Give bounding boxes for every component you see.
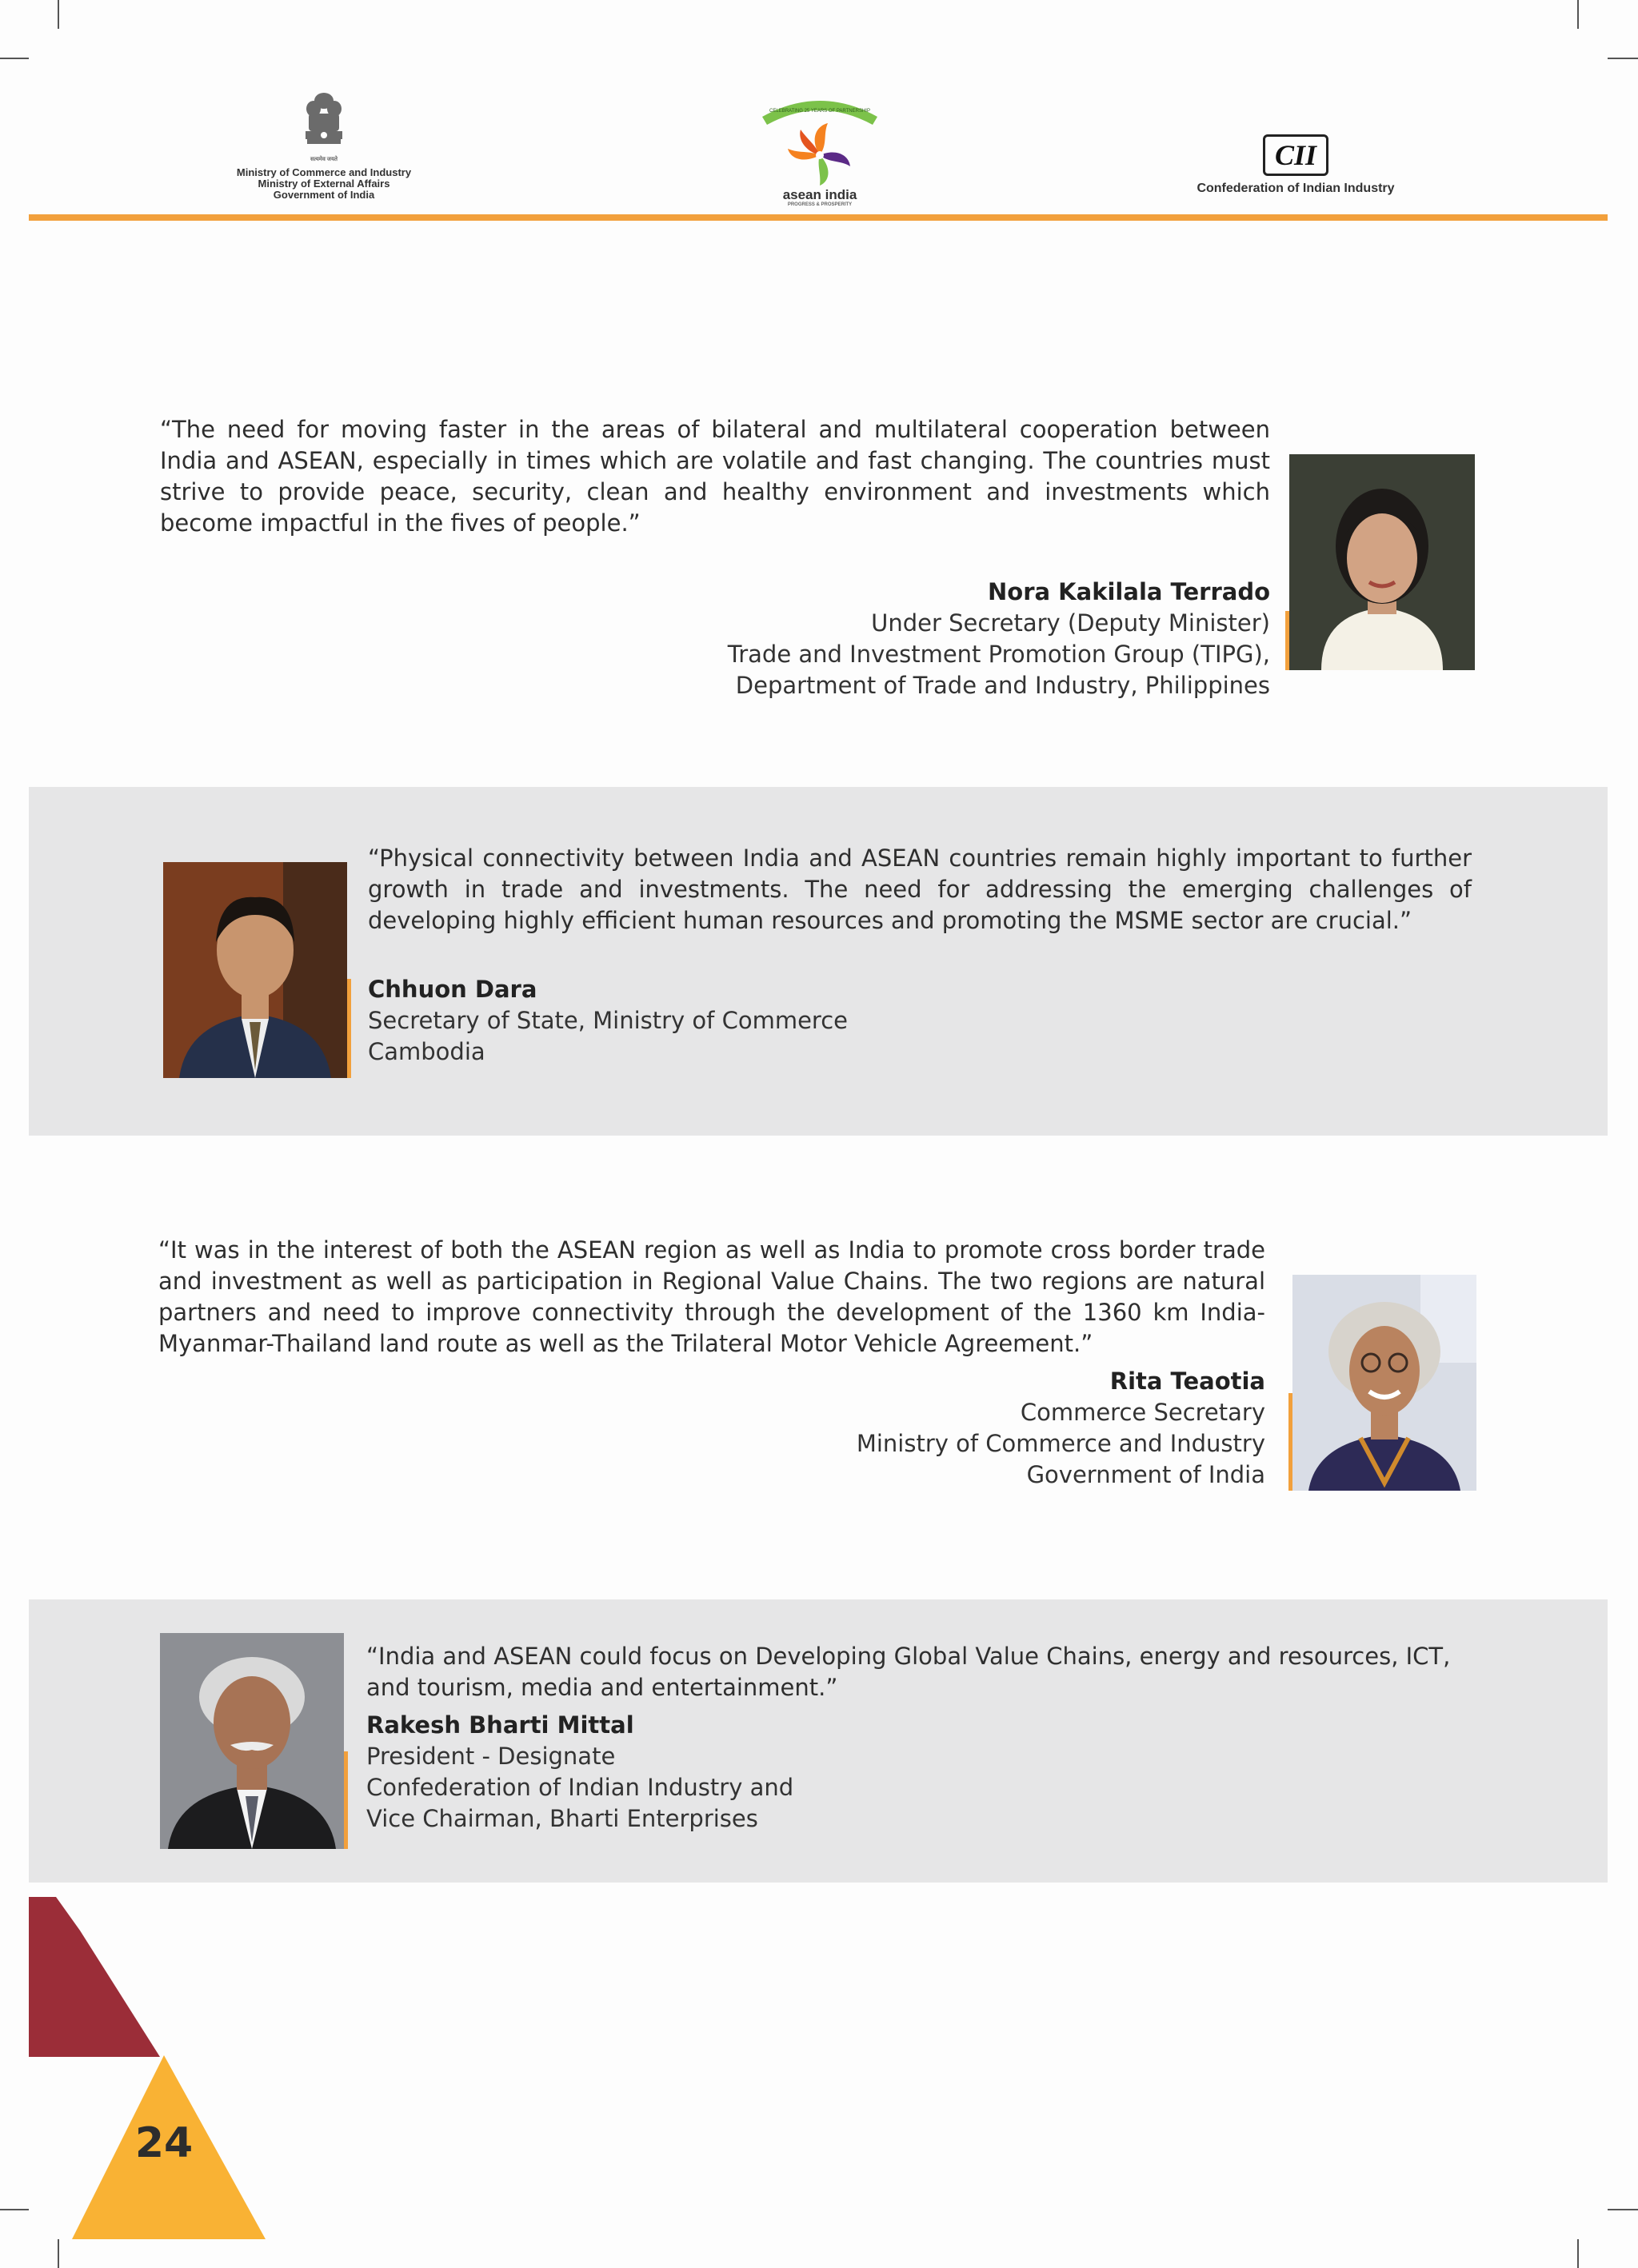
asean-india-flower-icon	[756, 90, 884, 190]
quote-block	[158, 1235, 1265, 1491]
quote-text: “It was in the interest of both the ASEAN region as well as India to promote cross border trade and investment as well as participation in Regional Value Chains. The two regions are natural partners and need to improve connectivity through the development of the 1360 km India-Myanmar-Thailand land route as well as the Trilateral Motor Vehicle Agreement.”	[158, 1236, 1265, 1357]
header-rule	[29, 214, 1608, 221]
crop-mark	[1577, 0, 1579, 29]
asean-arc-text: CELEBRATING 25 YEARS OF PARTNERSHIP	[769, 109, 870, 114]
portrait-photo	[160, 1633, 344, 1849]
quote-text: “The need for moving faster in the areas of bilateral and multilateral cooperation between India and ASEAN, especially in times which are volatile and fast changing. The countries must strive to provide peace, security, clean and healthy environment and investments which become impactful in the fives of people.”	[160, 416, 1270, 537]
portrait-photo	[1289, 454, 1475, 670]
state-emblem-icon	[296, 90, 352, 157]
accent-bar	[344, 1751, 348, 1849]
attribution	[158, 1366, 1265, 1491]
speaker-name: Rakesh Bharti Mittal	[366, 1711, 634, 1739]
speaker-title: Secretary of State, Ministry of Commerce	[368, 1007, 849, 1034]
speaker-title: President - Designate	[366, 1743, 616, 1770]
attribution	[368, 974, 1472, 1068]
cii-caption: Confederation of Indian Industry	[1197, 182, 1395, 195]
speaker-title: Confederation of Indian Industry and	[366, 1774, 794, 1801]
speaker-name: Nora Kakilala Terrado	[988, 578, 1270, 605]
footer-triangles	[0, 1887, 288, 2268]
asean-india-logo	[752, 90, 888, 207]
asean-india-name: asean india	[782, 187, 857, 202]
cii-mark: CII	[1263, 134, 1328, 176]
accent-bar	[347, 979, 351, 1078]
quote-text: “Physical connectivity between India and ASEAN countries remain highly important to further growth in trade and investments. The need for addressing the emerging challenges of developing highly efficient human resources and promoting the MSME sector are crucial.”	[368, 845, 1472, 934]
speaker-title: Commerce Secretary	[1020, 1399, 1265, 1426]
quote-text: “India and ASEAN could focus on Developing Global Value Chains, energy and resources, ICT, and tourism, media and entertainment.”	[366, 1643, 1451, 1701]
quote-block	[160, 414, 1270, 701]
attribution	[366, 1710, 1478, 1835]
page-number: 24	[134, 2119, 194, 2167]
speaker-name: Rita Teaotia	[1109, 1368, 1265, 1395]
crop-mark	[1608, 2209, 1638, 2210]
gov-caption-line: Ministry of External Affairs	[258, 177, 390, 190]
speaker-title: Vice Chairman, Bharti Enterprises	[366, 1805, 758, 1832]
quote-block	[366, 1641, 1478, 1835]
crop-mark	[58, 0, 59, 29]
quote-block	[368, 843, 1472, 1068]
speaker-title: Trade and Investment Promotion Group (TIPG),	[727, 641, 1270, 668]
speaker-title: Ministry of Commerce and Industry	[856, 1430, 1265, 1457]
crop-mark	[1577, 2239, 1579, 2268]
portrait-photo	[1292, 1275, 1476, 1491]
crop-mark	[0, 58, 29, 59]
gov-caption-line: Government of India	[273, 188, 375, 201]
speaker-title: Department of Trade and Industry, Philippines	[735, 672, 1270, 699]
crop-mark	[1608, 58, 1638, 59]
speaker-title: Cambodia	[368, 1038, 485, 1065]
cii-logo	[1176, 134, 1416, 196]
speaker-title: Under Secretary (Deputy Minister)	[871, 609, 1270, 637]
gov-caption-line: Ministry of Commerce and Industry	[236, 166, 412, 179]
emblem-motto: सत्यमेव जयते	[310, 157, 338, 162]
red-triangle	[29, 1897, 160, 2057]
speaker-name: Chhuon Dara	[368, 976, 537, 1003]
asean-india-tagline: PROGRESS & PROSPERITY	[787, 202, 853, 207]
gov-india-logo	[216, 90, 432, 200]
attribution	[160, 577, 1270, 701]
accent-bar	[1285, 611, 1289, 670]
speaker-title: Government of India	[1026, 1461, 1265, 1488]
accent-bar	[1288, 1393, 1292, 1491]
portrait-photo	[163, 862, 347, 1078]
